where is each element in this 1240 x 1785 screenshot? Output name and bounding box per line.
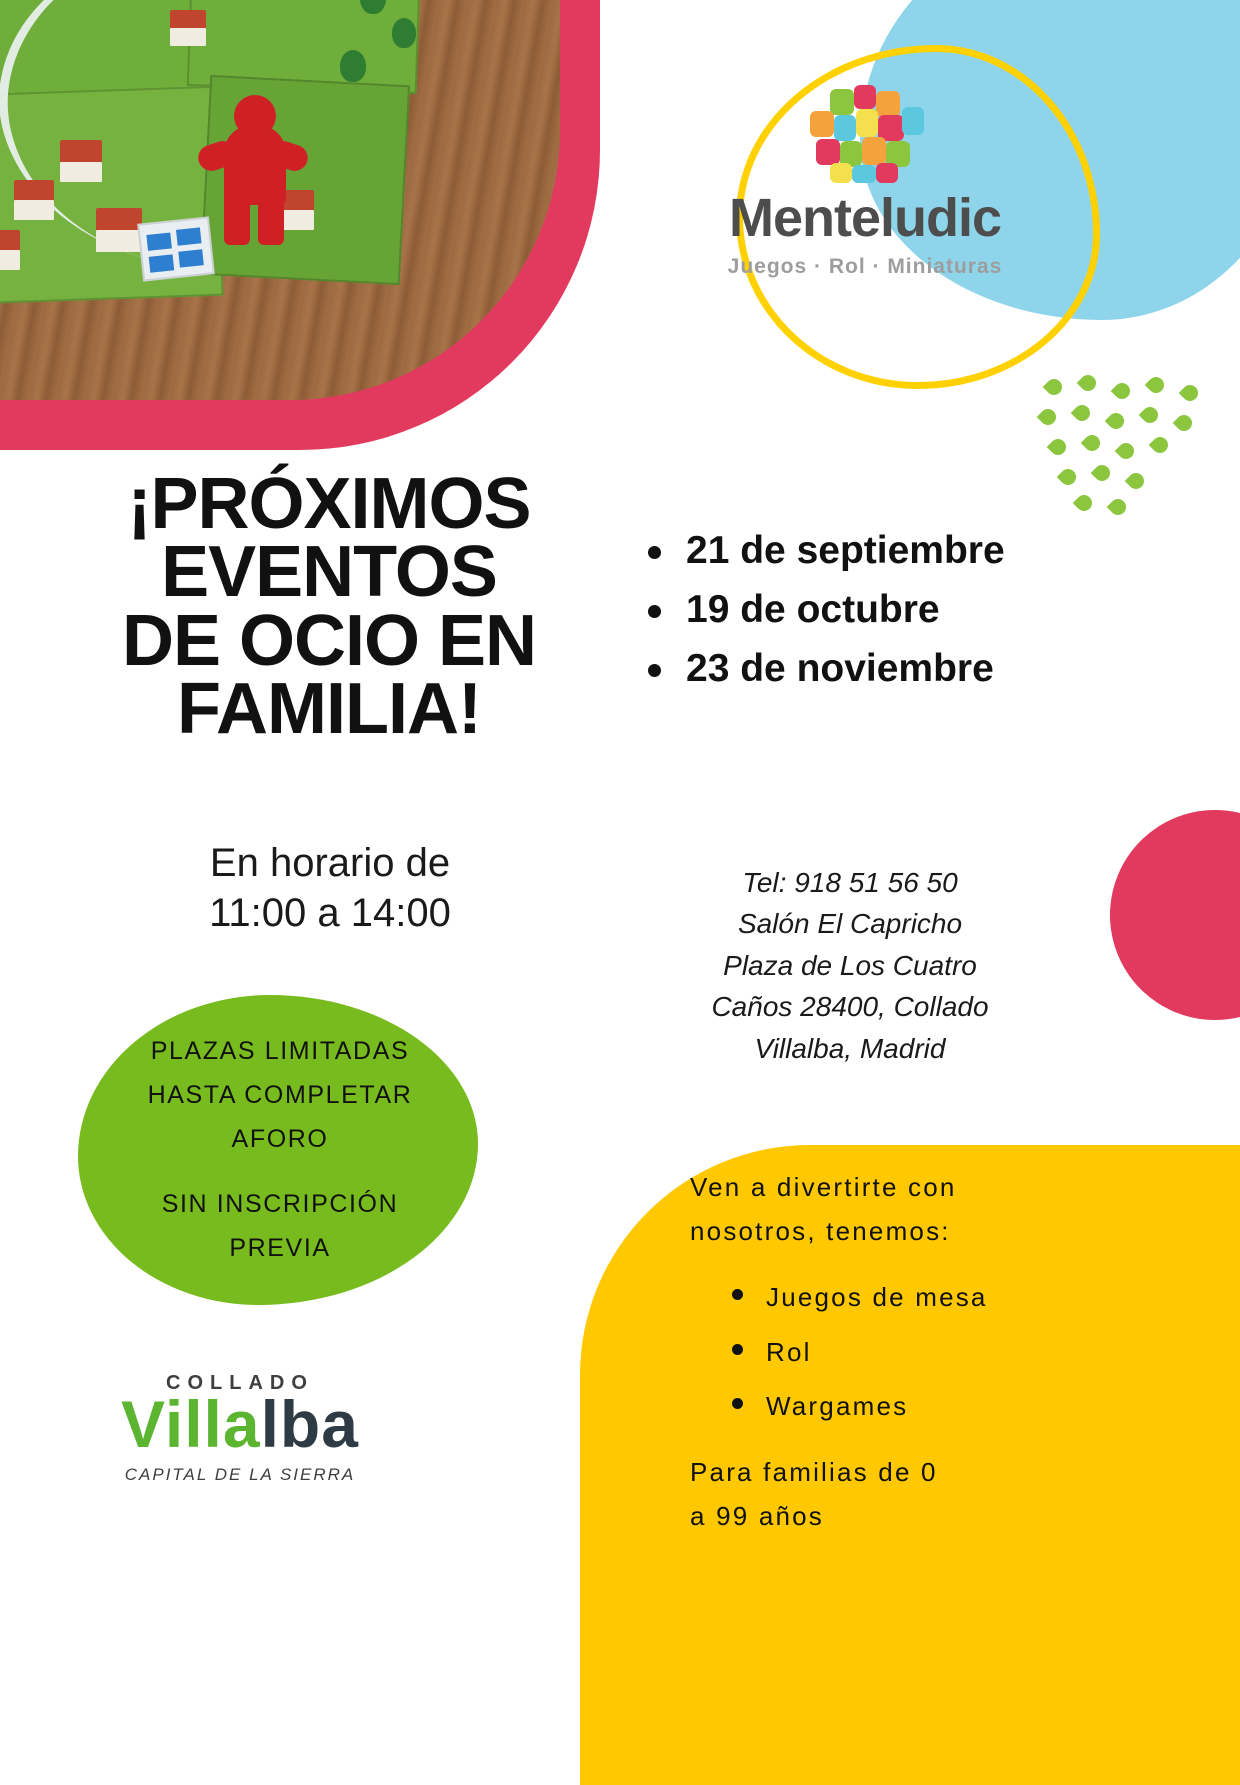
- tree: [340, 50, 366, 82]
- headline-line-2: EVENTOS: [161, 532, 497, 613]
- list-item: 23 de noviembre: [640, 648, 1005, 691]
- blue-game-tile: [137, 216, 215, 281]
- list-item: Juegos de mesa: [732, 1275, 1110, 1319]
- villalba-name-b: illa: [164, 1387, 261, 1461]
- green-dots-pattern: [1040, 375, 1220, 505]
- phone-number: Tel: 918 51 56 50: [742, 867, 958, 898]
- schedule-line-2: 11:00 a 14:00: [209, 891, 451, 935]
- notice-line-5: PREVIA: [229, 1234, 331, 1262]
- notice-line-3: AFORO: [231, 1124, 329, 1153]
- headline-line-4: FAMILIA!: [177, 669, 481, 750]
- villalba-wordmark: [90, 1387, 390, 1461]
- notice-line-1: PLAZAS LIMITADAS: [150, 1037, 410, 1065]
- address-line-4: Caños 28400, Collado: [711, 991, 989, 1023]
- house-wall: [14, 200, 54, 220]
- spacer: [100, 1161, 460, 1183]
- event-dates-list: [640, 530, 1005, 707]
- red-decorative-circle: [1110, 810, 1240, 1020]
- villalba-name-c: lba: [260, 1387, 359, 1461]
- villalba-name-a: V: [121, 1387, 165, 1461]
- logo-tagline: Juegos · Rol · Miniaturas: [727, 255, 1003, 278]
- schedule-text: [120, 838, 540, 938]
- schedule-line-1: En horario de: [209, 841, 451, 885]
- house-wall: [60, 162, 102, 182]
- notice-line-4: SIN INSCRIPCIÓN: [161, 1190, 399, 1219]
- venue-name: Salón El Capricho: [737, 908, 963, 940]
- tree: [392, 18, 416, 48]
- offer-footer-line-1: Para familias de 0: [690, 1456, 938, 1487]
- collado-villalba-logo: [90, 1372, 390, 1485]
- menteludic-logo: [700, 85, 1030, 279]
- capacity-notice: [100, 1030, 460, 1271]
- board-game-photo: [0, 0, 560, 400]
- page-title: [44, 464, 614, 750]
- house-wall: [0, 250, 20, 270]
- list-item: 19 de octubre: [640, 589, 1005, 632]
- logo-name: Menteludic: [728, 188, 1002, 248]
- list-item: 21 de septiembre: [640, 530, 1005, 573]
- offer-intro-line-2: nosotros, tenemos:: [690, 1216, 951, 1247]
- house-wall: [96, 230, 142, 252]
- activities-offer: [690, 1165, 1110, 1538]
- red-meeple: [208, 95, 300, 245]
- villalba-top-text: COLLADO: [166, 1372, 314, 1394]
- list-item: Rol: [732, 1330, 1110, 1374]
- address-line-3: Plaza de Los Cuatro: [723, 949, 977, 981]
- brain-icon: [790, 85, 940, 185]
- house-wall: [170, 28, 206, 46]
- headline-line-1: ¡PRÓXIMOS: [127, 464, 531, 544]
- address-line-5: Villalba, Madrid: [754, 1032, 946, 1064]
- villalba-bottom-text: CAPITAL DE LA SIERRA: [124, 1465, 356, 1484]
- list-item: Wargames: [732, 1384, 1110, 1428]
- offer-intro-line-1: Ven a divertirte con: [690, 1172, 957, 1202]
- activities-list: [690, 1275, 1110, 1428]
- contact-address: [640, 862, 1060, 1069]
- notice-line-2: HASTA COMPLETAR: [147, 1080, 413, 1109]
- headline-line-3: DE OCIO EN: [121, 600, 537, 681]
- offer-footer-line-2: a 99 años: [690, 1501, 825, 1532]
